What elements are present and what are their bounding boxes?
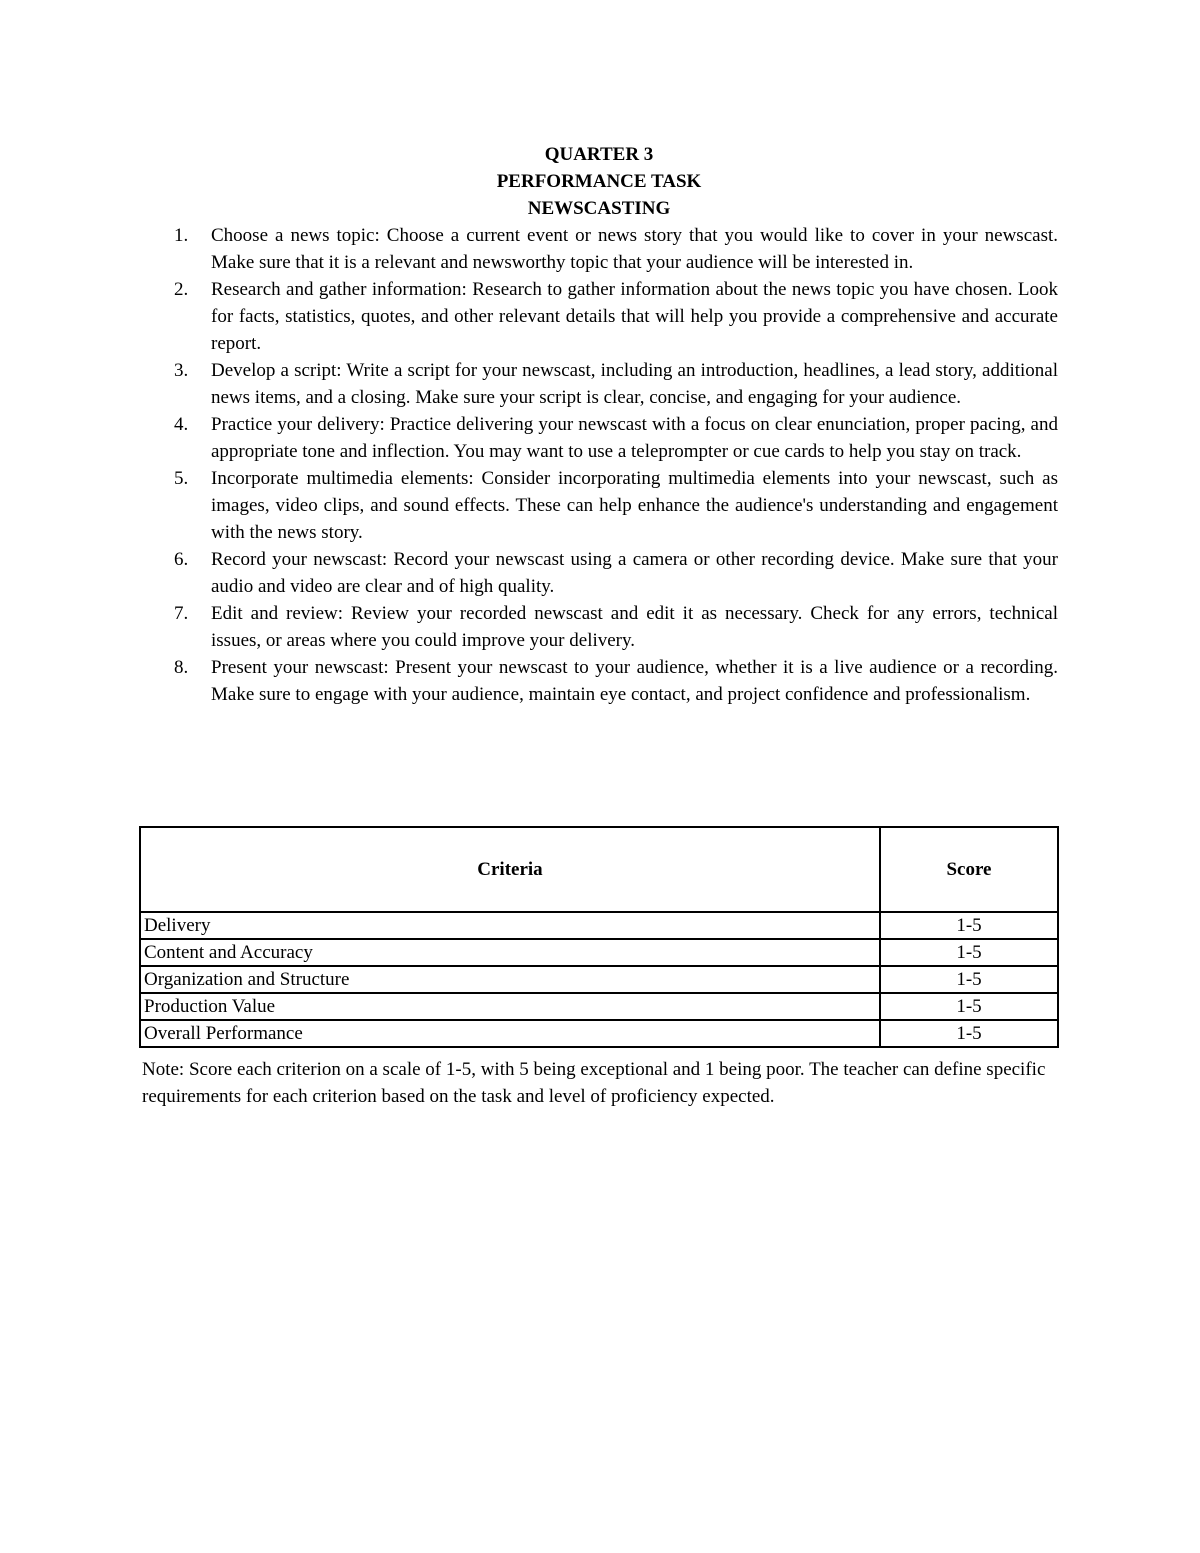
score-header: Score [880,827,1058,912]
task-list [140,222,1058,708]
task-number: 5. [174,468,189,489]
task-text: Research and gather information: Research to gather information about the news topic you have chosen. Look for facts, statistics, quotes, and other relevant details that will help you provide a comprehensive and accurate report. [211,279,1058,354]
criteria-cell: Overall Performance [140,1020,880,1047]
criteria-cell: Delivery [140,912,880,939]
task-text: Present your newscast: Present your newscast to your audience, whether it is a live audience or a recording. Make sure to engage with your audience, maintain eye contact, and project confidence and professionalism. [211,657,1058,705]
task-text: Incorporate multimedia elements: Consider incorporating multimedia elements into your newscast, such as images, video clips, and sound effects. These can help enhance the audience's understanding and engagement with the news story. [211,468,1058,543]
task-number: 6. [174,549,189,570]
score-cell: 1-5 [880,966,1058,993]
heading-newscasting: NEWSCASTING [527,198,671,219]
task-item [140,600,1058,654]
heading-quarter: QUARTER 3 [544,144,654,165]
task-number: 1. [174,225,189,246]
task-item [140,357,1058,411]
task-text: Edit and review: Review your recorded newscast and edit it as necessary. Check for any errors, technical issues, or areas where you could improve your delivery. [211,603,1058,651]
criteria-header: Criteria [140,827,880,912]
table-row [140,966,1058,993]
criteria-cell: Production Value [140,993,880,1020]
score-cell: 1-5 [880,1020,1058,1047]
task-number: 3. [174,360,189,381]
task-item [140,222,1058,276]
table-row [140,912,1058,939]
score-cell: 1-5 [880,993,1058,1020]
task-text: Record your newscast: Record your newscast using a camera or other recording device. Make sure that your audio and video are clear and of high quality. [211,549,1058,597]
task-number: 4. [174,414,189,435]
task-text: Develop a script: Write a script for your newscast, including an introduction, headlines, a lead story, additional news items, and a closing. Make sure your script is clear, concise, and engaging for your audience. [211,360,1058,408]
rubric-table [139,826,1059,1048]
task-item [140,276,1058,357]
heading-performance-task: PERFORMANCE TASK [496,171,702,192]
score-cell: 1-5 [880,939,1058,966]
task-number: 8. [174,657,189,678]
table-row [140,993,1058,1020]
score-cell: 1-5 [880,912,1058,939]
table-row [140,1020,1058,1047]
task-number: 2. [174,279,189,300]
criteria-cell: Organization and Structure [140,966,880,993]
task-number: 7. [174,603,189,624]
criteria-cell: Content and Accuracy [140,939,880,966]
rubric-header-row [140,827,1058,912]
task-item [140,546,1058,600]
task-text: Practice your delivery: Practice delivering your newscast with a focus on clear enunciation, proper pacing, and appropriate tone and inflection. You may want to use a teleprompter or cue cards to help you stay on track. [211,414,1058,462]
task-item [140,465,1058,546]
task-item [140,654,1058,708]
scoring-note: Note: Score each criterion on a scale of 1-5, with 5 being exceptional and 1 being poor. The teacher can define specific requirements for each criterion based on the task and level of proficiency expected. [142,1059,1046,1107]
table-row [140,939,1058,966]
task-text: Choose a news topic: Choose a current event or news story that you would like to cover in your newscast. Make sure that it is a relevant and newsworthy topic that your audience will be interested in. [211,225,1058,273]
task-item [140,411,1058,465]
